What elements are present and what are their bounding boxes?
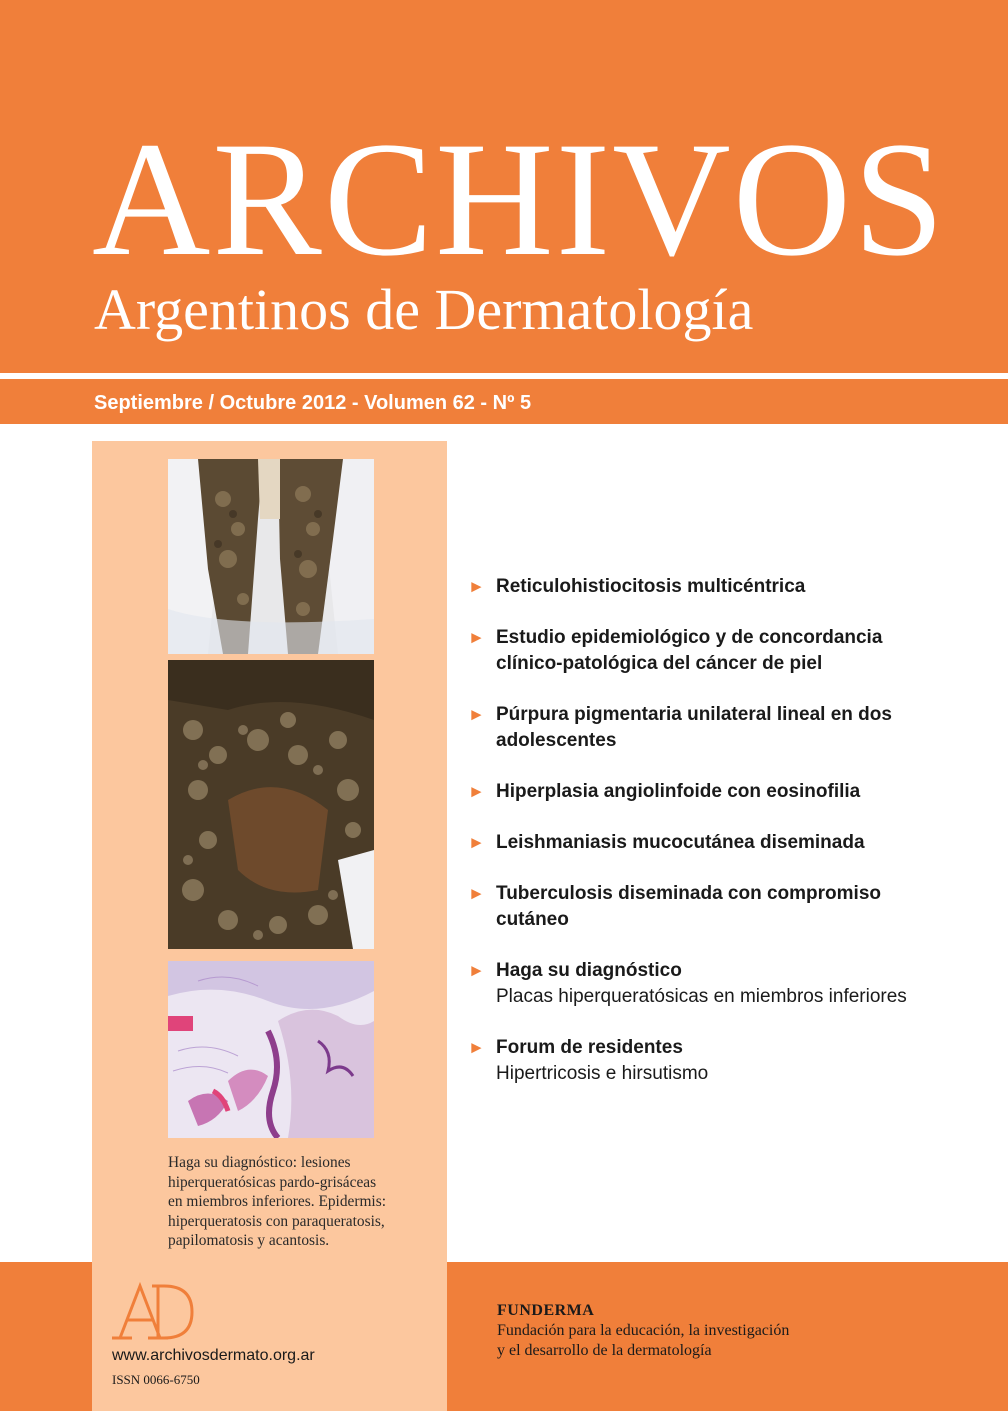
table-of-contents — [468, 574, 998, 1112]
arrow-right-icon: ► — [468, 1038, 485, 1057]
toc-item[interactable] — [468, 1035, 998, 1087]
toc-title: Forum de residentes — [496, 1037, 683, 1058]
aad-logo-icon — [112, 1280, 198, 1342]
arrow-right-icon: ► — [468, 782, 485, 801]
toc-subtitle: Hipertricosis e hirsutismo — [496, 1063, 709, 1084]
toc-title: Reticulohistiocitosis multicéntrica — [496, 576, 806, 597]
toc-subtitle: Placas hiperqueratósicas en miembros inferiores — [496, 986, 907, 1007]
arrow-right-icon: ► — [468, 577, 485, 596]
funderma-block — [497, 1301, 789, 1361]
journal-subtitle: Argentinos de Dermatología — [94, 277, 754, 342]
toc-title: Tuberculosis diseminada con compromiso — [496, 883, 882, 904]
toc-title: Haga su diagnóstico — [496, 960, 682, 981]
toc-item[interactable] — [468, 625, 998, 677]
website-link[interactable]: www.archivosdermato.org.ar — [112, 1347, 315, 1364]
funderma-name: FUNDERMA — [497, 1302, 595, 1319]
arrow-right-icon: ► — [468, 884, 485, 903]
caption-line: hiperqueratosis con paraqueratosis, — [168, 1212, 385, 1230]
issue-info: Septiembre / Octubre 2012 - Volumen 62 - Nº 5 — [94, 392, 532, 414]
toc-item[interactable] — [468, 702, 998, 754]
toc-item[interactable] — [468, 830, 998, 856]
toc-title: cutáneo — [496, 909, 569, 930]
toc-title: adolescentes — [496, 730, 617, 751]
clinical-photo-closeup — [168, 660, 374, 949]
toc-item[interactable] — [468, 958, 998, 1010]
funderma-description: Fundación para la educación, la investigación — [497, 1322, 790, 1339]
caption-line: Haga su diagnóstico: lesiones — [168, 1154, 351, 1171]
toc-title: Hiperplasia angiolinfoide con eosinofilia — [496, 781, 861, 802]
toc-item[interactable] — [468, 574, 998, 600]
toc-title: Estudio epidemiológico y de concordancia — [496, 627, 883, 648]
caption-line: papilomatosis y acantosis. — [168, 1232, 330, 1250]
toc-title: Leishmaniasis mucocutánea diseminada — [496, 832, 865, 853]
arrow-right-icon: ► — [468, 705, 485, 724]
toc-title: Púrpura pigmentaria unilateral lineal en dos — [496, 704, 892, 725]
toc-item[interactable] — [468, 779, 998, 805]
arrow-right-icon: ► — [468, 628, 485, 647]
journal-title: ARCHIVOS — [92, 109, 947, 290]
caption-line: hiperqueratósicas pardo-grisáceas — [168, 1173, 377, 1191]
arrow-right-icon: ► — [468, 833, 485, 852]
arrow-right-icon: ► — [468, 961, 485, 980]
toc-item[interactable] — [468, 881, 998, 933]
funderma-description: y el desarrollo de la dermatología — [497, 1342, 712, 1359]
issn-number: ISSN 0066-6750 — [112, 1372, 200, 1387]
footer-band-left — [0, 1262, 92, 1411]
histology-photo — [168, 961, 374, 1138]
toc-title: clínico-patológica del cáncer de piel — [496, 653, 823, 674]
clinical-photo-legs — [168, 459, 374, 654]
caption-line: en miembros inferiores. Epidermis: — [168, 1193, 386, 1211]
cover-caption — [168, 1153, 438, 1251]
